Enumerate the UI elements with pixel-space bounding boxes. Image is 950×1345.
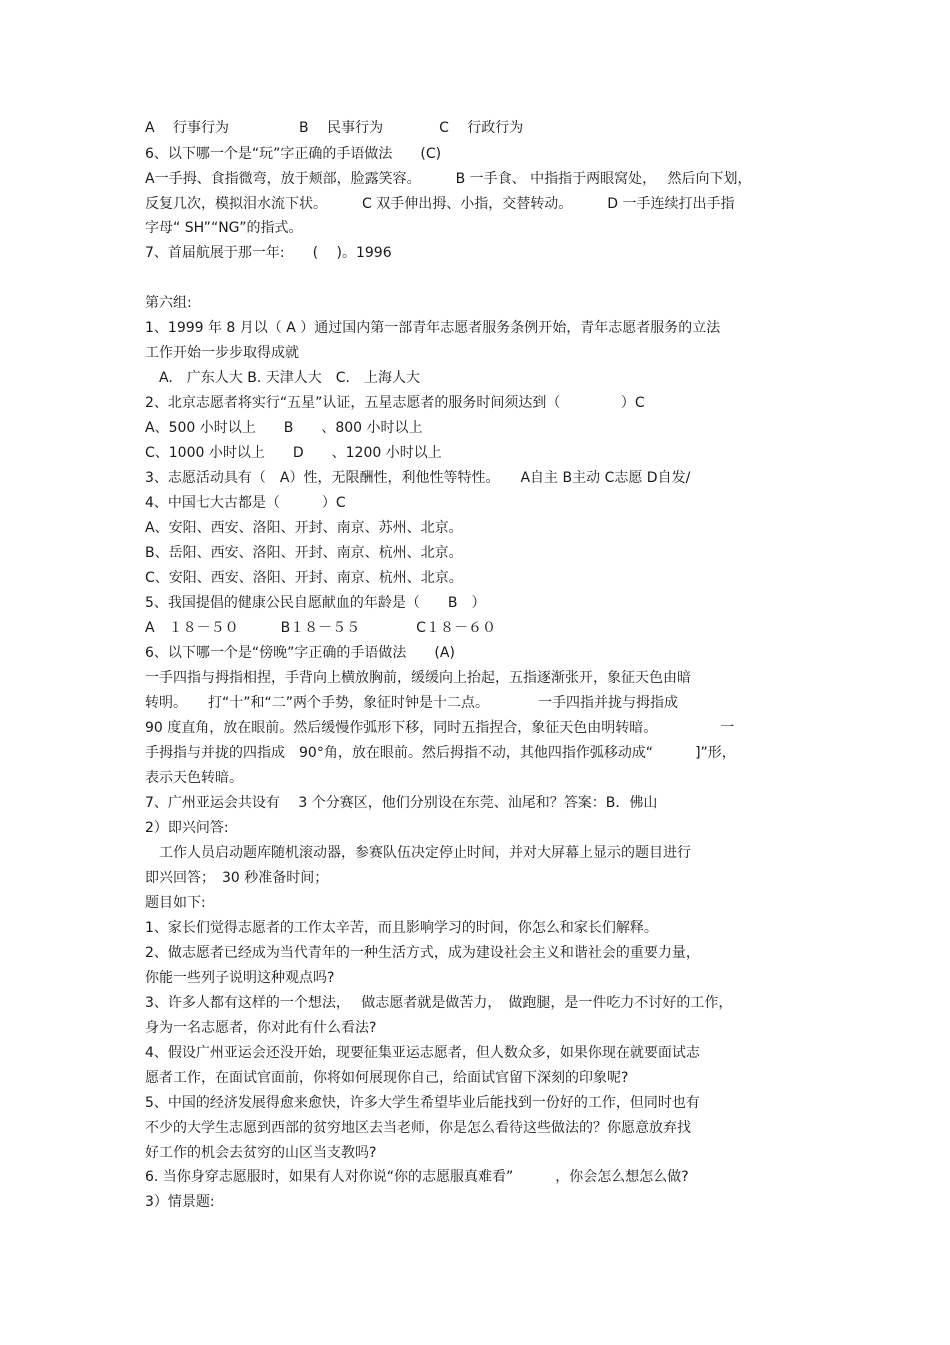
text-line: 手拇指与并拢的四指成 90°角，放在眼前。然后拇指不动，其他四指作弧移动成“ ]”形， bbox=[145, 745, 736, 761]
text-line: 身为一名志愿者，你对此有什么看法? bbox=[145, 1020, 377, 1036]
text-line: 工作开始一步步取得成就 bbox=[145, 345, 299, 361]
text-line: 表示天色转暗。 bbox=[145, 770, 243, 786]
text-line: 4、假设广州亚运会还没开始，现要征集亚运志愿者，但人数众多，如果你现在就要面试志 bbox=[145, 1045, 700, 1061]
text-line: A １８－５０ B１８－５５ C１８－６０ bbox=[145, 620, 496, 636]
text-line: C、安阳、西安、洛阳、开封、南京、杭州、北京。 bbox=[145, 570, 463, 586]
text-line: 4、中国七大古都是（ ）C bbox=[145, 495, 346, 511]
text-line: 题目如下: bbox=[145, 895, 206, 911]
text-line: 7、首届航展于那一年: ( )。1996 bbox=[145, 245, 392, 261]
section-heading: 第六组: bbox=[145, 295, 192, 311]
text-line: C、1000 小时以上 D 、1200 小时以上 bbox=[145, 445, 442, 461]
text-line: 转明。 打“十”和“二”两个手势，象征时钟是十二点。 一手四指并拢与拇指成 bbox=[145, 695, 679, 711]
text-line: 6、以下哪一个是“傍晚”字正确的手语做法 (A) bbox=[145, 645, 455, 661]
text-line: 愿者工作，在面试官面前，你将如何展现你自己，给面试官留下深刻的印象呢? bbox=[145, 1070, 629, 1086]
text-line: 反复几次，模拟泪水流下状。 C 双手伸出拇、小指，交替转动。 D 一手连续打出手指 bbox=[145, 196, 735, 212]
text-line: 字母“ SH”“NG”的指式。 bbox=[145, 220, 303, 236]
text-line: B、岳阳、西安、洛阳、开封、南京、杭州、北京。 bbox=[145, 545, 463, 561]
text-line: 7、广州亚运会共设有 3 个分赛区，他们分别设在东莞、汕尾和？答案：B．佛山 bbox=[145, 795, 658, 811]
text-line: 5、中国的经济发展得愈来愈快，许多大学生希望毕业后能找到一份好的工作，但同时也有 bbox=[145, 1095, 700, 1111]
text-line: 2、北京志愿者将实行“五星”认证，五星志愿者的服务时间须达到（ ）C bbox=[145, 395, 645, 411]
text-line: 3）情景题: bbox=[145, 1194, 215, 1210]
text-line: 不少的大学生志愿到西部的贫穷地区去当老师，你是怎么看待这些做法的？你愿意放弃找 bbox=[145, 1120, 691, 1136]
text-line: 工作人员启动题库随机滚动器，参赛队伍决定停止时间，并对大屏幕上显示的题目进行 bbox=[145, 845, 691, 861]
text-line: A、安阳、西安、洛阳、开封、南京、苏州、北京。 bbox=[145, 520, 463, 536]
text-line: 一手四指与拇指相捏，手背向上横放胸前，缓缓向上抬起，五指逐渐张开，象征天色由暗 bbox=[145, 670, 691, 686]
text-line: 3、志愿活动具有（ A）性，无限酬性，利他性等特性。 A自主 B主动 C志愿 D自发/ bbox=[145, 470, 691, 486]
text-line: 好工作的机会去贫穷的山区当支教吗? bbox=[145, 1145, 377, 1161]
text-line: A. 广东人大 B. 天津人大 C. 上海人大 bbox=[145, 370, 420, 386]
text-line: A一手拇、食指微弯，放于颊部，脸露笑容。 B 一手食、 中指指于两眼窝处， 然后向下划， bbox=[145, 171, 752, 187]
text-line: 即兴回答； 30 秒准备时间； bbox=[145, 870, 329, 886]
text-line: 2、做志愿者已经成为当代青年的一种生活方式，成为建设社会主义和谐社会的重要力量， bbox=[145, 945, 700, 961]
text-line: 90 度直角，放在眼前。然后缓慢作弧形下移，同时五指捏合，象征天色由明转暗。 一 bbox=[145, 720, 735, 736]
text-line: A、500 小时以上 B 、800 小时以上 bbox=[145, 420, 423, 436]
text-line: 1、家长们觉得志愿者的工作太辛苦，而且影响学习的时间，你怎么和家长们解释。 bbox=[145, 920, 658, 936]
text-line: 2）即兴问答: bbox=[145, 820, 229, 836]
text-line: A 行事行为 B 民事行为 C 行政行为 bbox=[145, 120, 524, 136]
text-line: 1、1999 年 8 月以（ A ）通过国内第一部青年志愿者服务条例开始，青年志愿者服务的立法 bbox=[145, 320, 721, 336]
text-line: 6、以下哪一个是“玩”字正确的手语做法 (C) bbox=[145, 146, 442, 162]
text-line: 6. 当你身穿志愿服时，如果有人对你说“你的志愿服真难看” ，你会怎么想怎么做? bbox=[145, 1169, 689, 1185]
text-line: 5、我国提倡的健康公民自愿献血的年龄是（ B ） bbox=[145, 595, 486, 611]
text-line: 3、许多人都有这样的一个想法， 做志愿者就是做苦力， 做跑腿，是一件吃力不讨好的工作， bbox=[145, 995, 733, 1011]
text-line: 你能一些列子说明这种观点吗? bbox=[145, 970, 335, 986]
